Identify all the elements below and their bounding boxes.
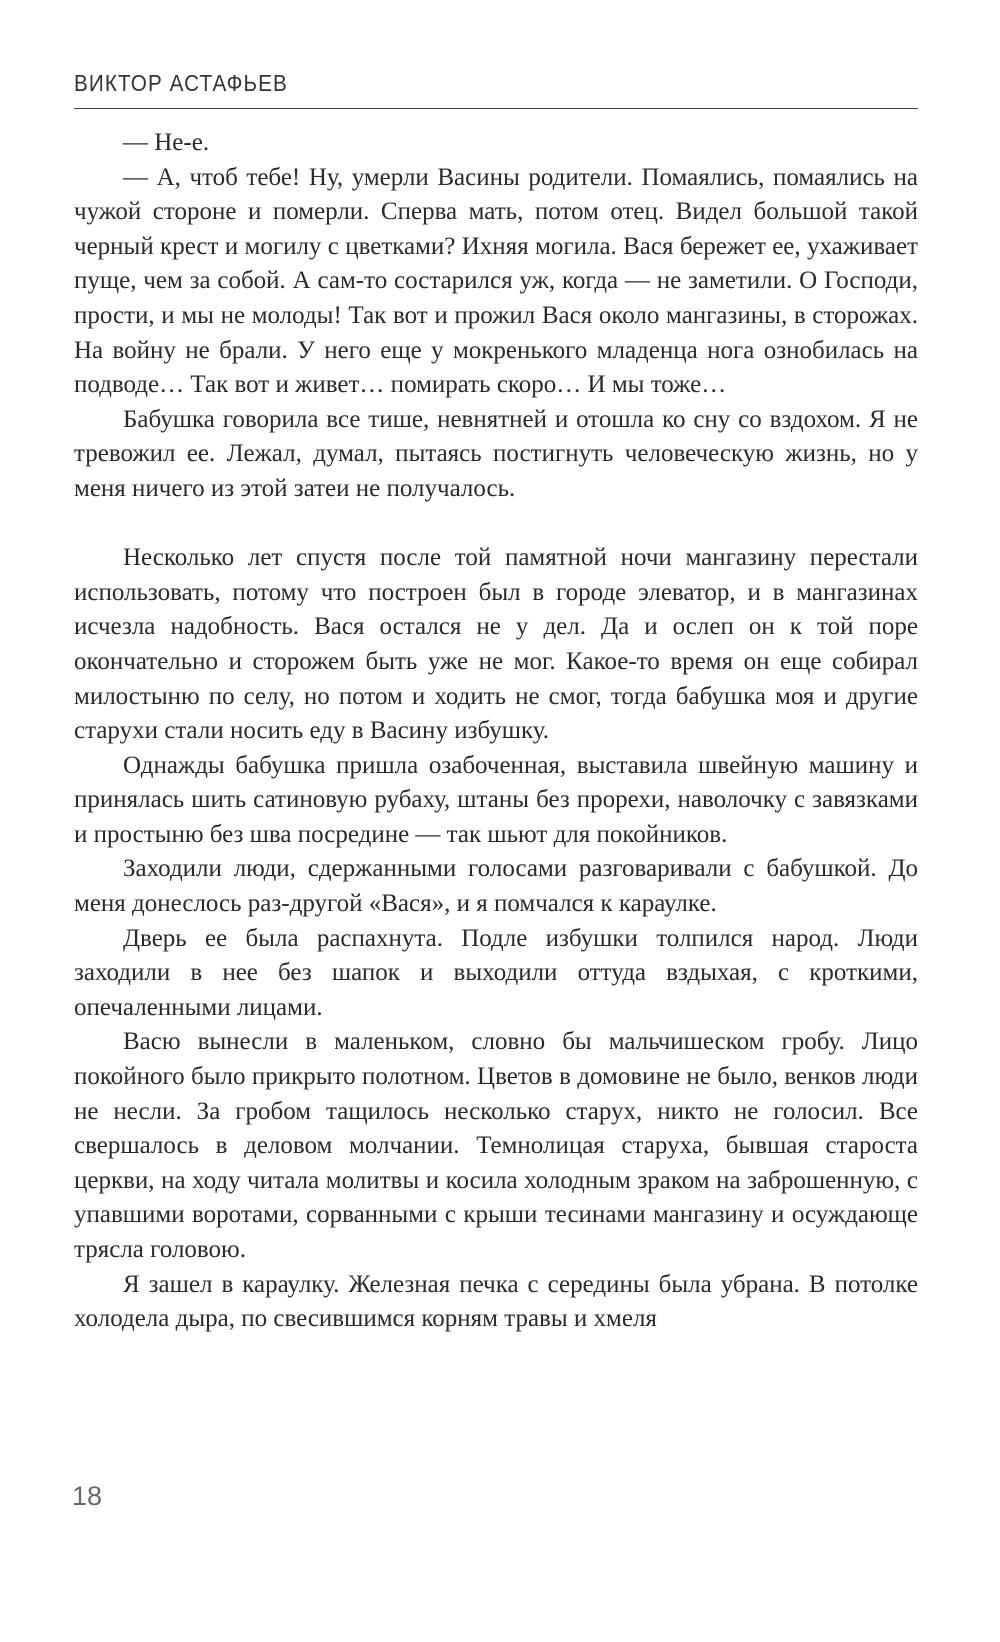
paragraph: Я зашел в караулку. Железная печка с середины была убрана. В потолке холодела дыра, по свесившимся корням травы и хмеля bbox=[74, 1270, 918, 1333]
paragraph: — А, чтоб тебе! Ну, умерли Васины родители. Помаялись, помаялись на чужой стороне и померли. Сперва мать, потом отец. Видел большой такой черный крест и могилу с цветками? Ихняя могила. Вася бережет ее, ухаживает пуще, чем за собой. А сам-то состарился уж, когда — не заметили. О Господи, прости, и мы не молоды! Так вот и прожил Вася около мангазины, в сторожах. На войну не брали. У него еще у мокренького младенца нога ознобилась на подводе… Так вот и живет… помирать скоро… И мы тоже… bbox=[74, 163, 918, 399]
paragraph: Васю вынесли в маленьком, словно бы мальчишеском гробу. Лицо покойного было прикрыто полотном. Цветов в домовине не было, венков люди не несли. За гробом тащилось несколько старух, никто не голосил. Все свершалось в деловом молчании. Темнолицая старуха, бывшая староста церкви, на ходу читала молитвы и косила холодным зраком на заброшенную, с упавшими воротами, сорванными с крыши тесинами мангазину и осуждающе трясла головою. bbox=[74, 1028, 918, 1263]
paragraph: Несколько лет спустя после той памятной ночи мангазину перестали использовать, потому что построен был в городе элеватор, и в мангазинах исчезла надобность. Вася остался не у дел. Да и ослеп он к той поре окончательно и сторожем быть уже не мог. Какое-то время он еще собирал милостыню по селу, но потом и ходить не смог, тогда бабушка моя и другие старухи стали носить еду в Васину избушку. bbox=[74, 544, 918, 745]
paragraph: — Не-е. bbox=[123, 129, 210, 156]
page-text bbox=[74, 126, 918, 1337]
paragraph: Заходили люди, сдержанными голосами разговаривали с бабушкой. До меня донеслось раз-другой «Вася», и я помчался к караулке. bbox=[74, 855, 918, 918]
header-rule bbox=[74, 108, 918, 109]
paragraph: Однажды бабушка пришла озабоченная, выставила швейную машину и принялась шить сатиновую рубаху, штаны без прорехи, наволочку с завязками и простыню без шва посредине — так шьют для покойников. bbox=[74, 751, 918, 848]
running-head-author: ВИКТОР АСТАФЬЕВ bbox=[74, 70, 288, 96]
page-number: 18 bbox=[72, 1481, 103, 1511]
paragraph: Дверь ее была распахнута. Подле избушки толпился народ. Люди заходили в нее без шапок и выходили оттуда вздыхая, с кроткими, опечаленными лицами. bbox=[74, 924, 918, 1021]
paragraph: Бабушка говорила все тише, невнятней и отошла ко сну со вздохом. Я не тревожил ее. Лежал, думал, пытаясь постигнуть человеческую жизнь, но у меня ничего из этой затеи не получалось. bbox=[74, 405, 918, 502]
